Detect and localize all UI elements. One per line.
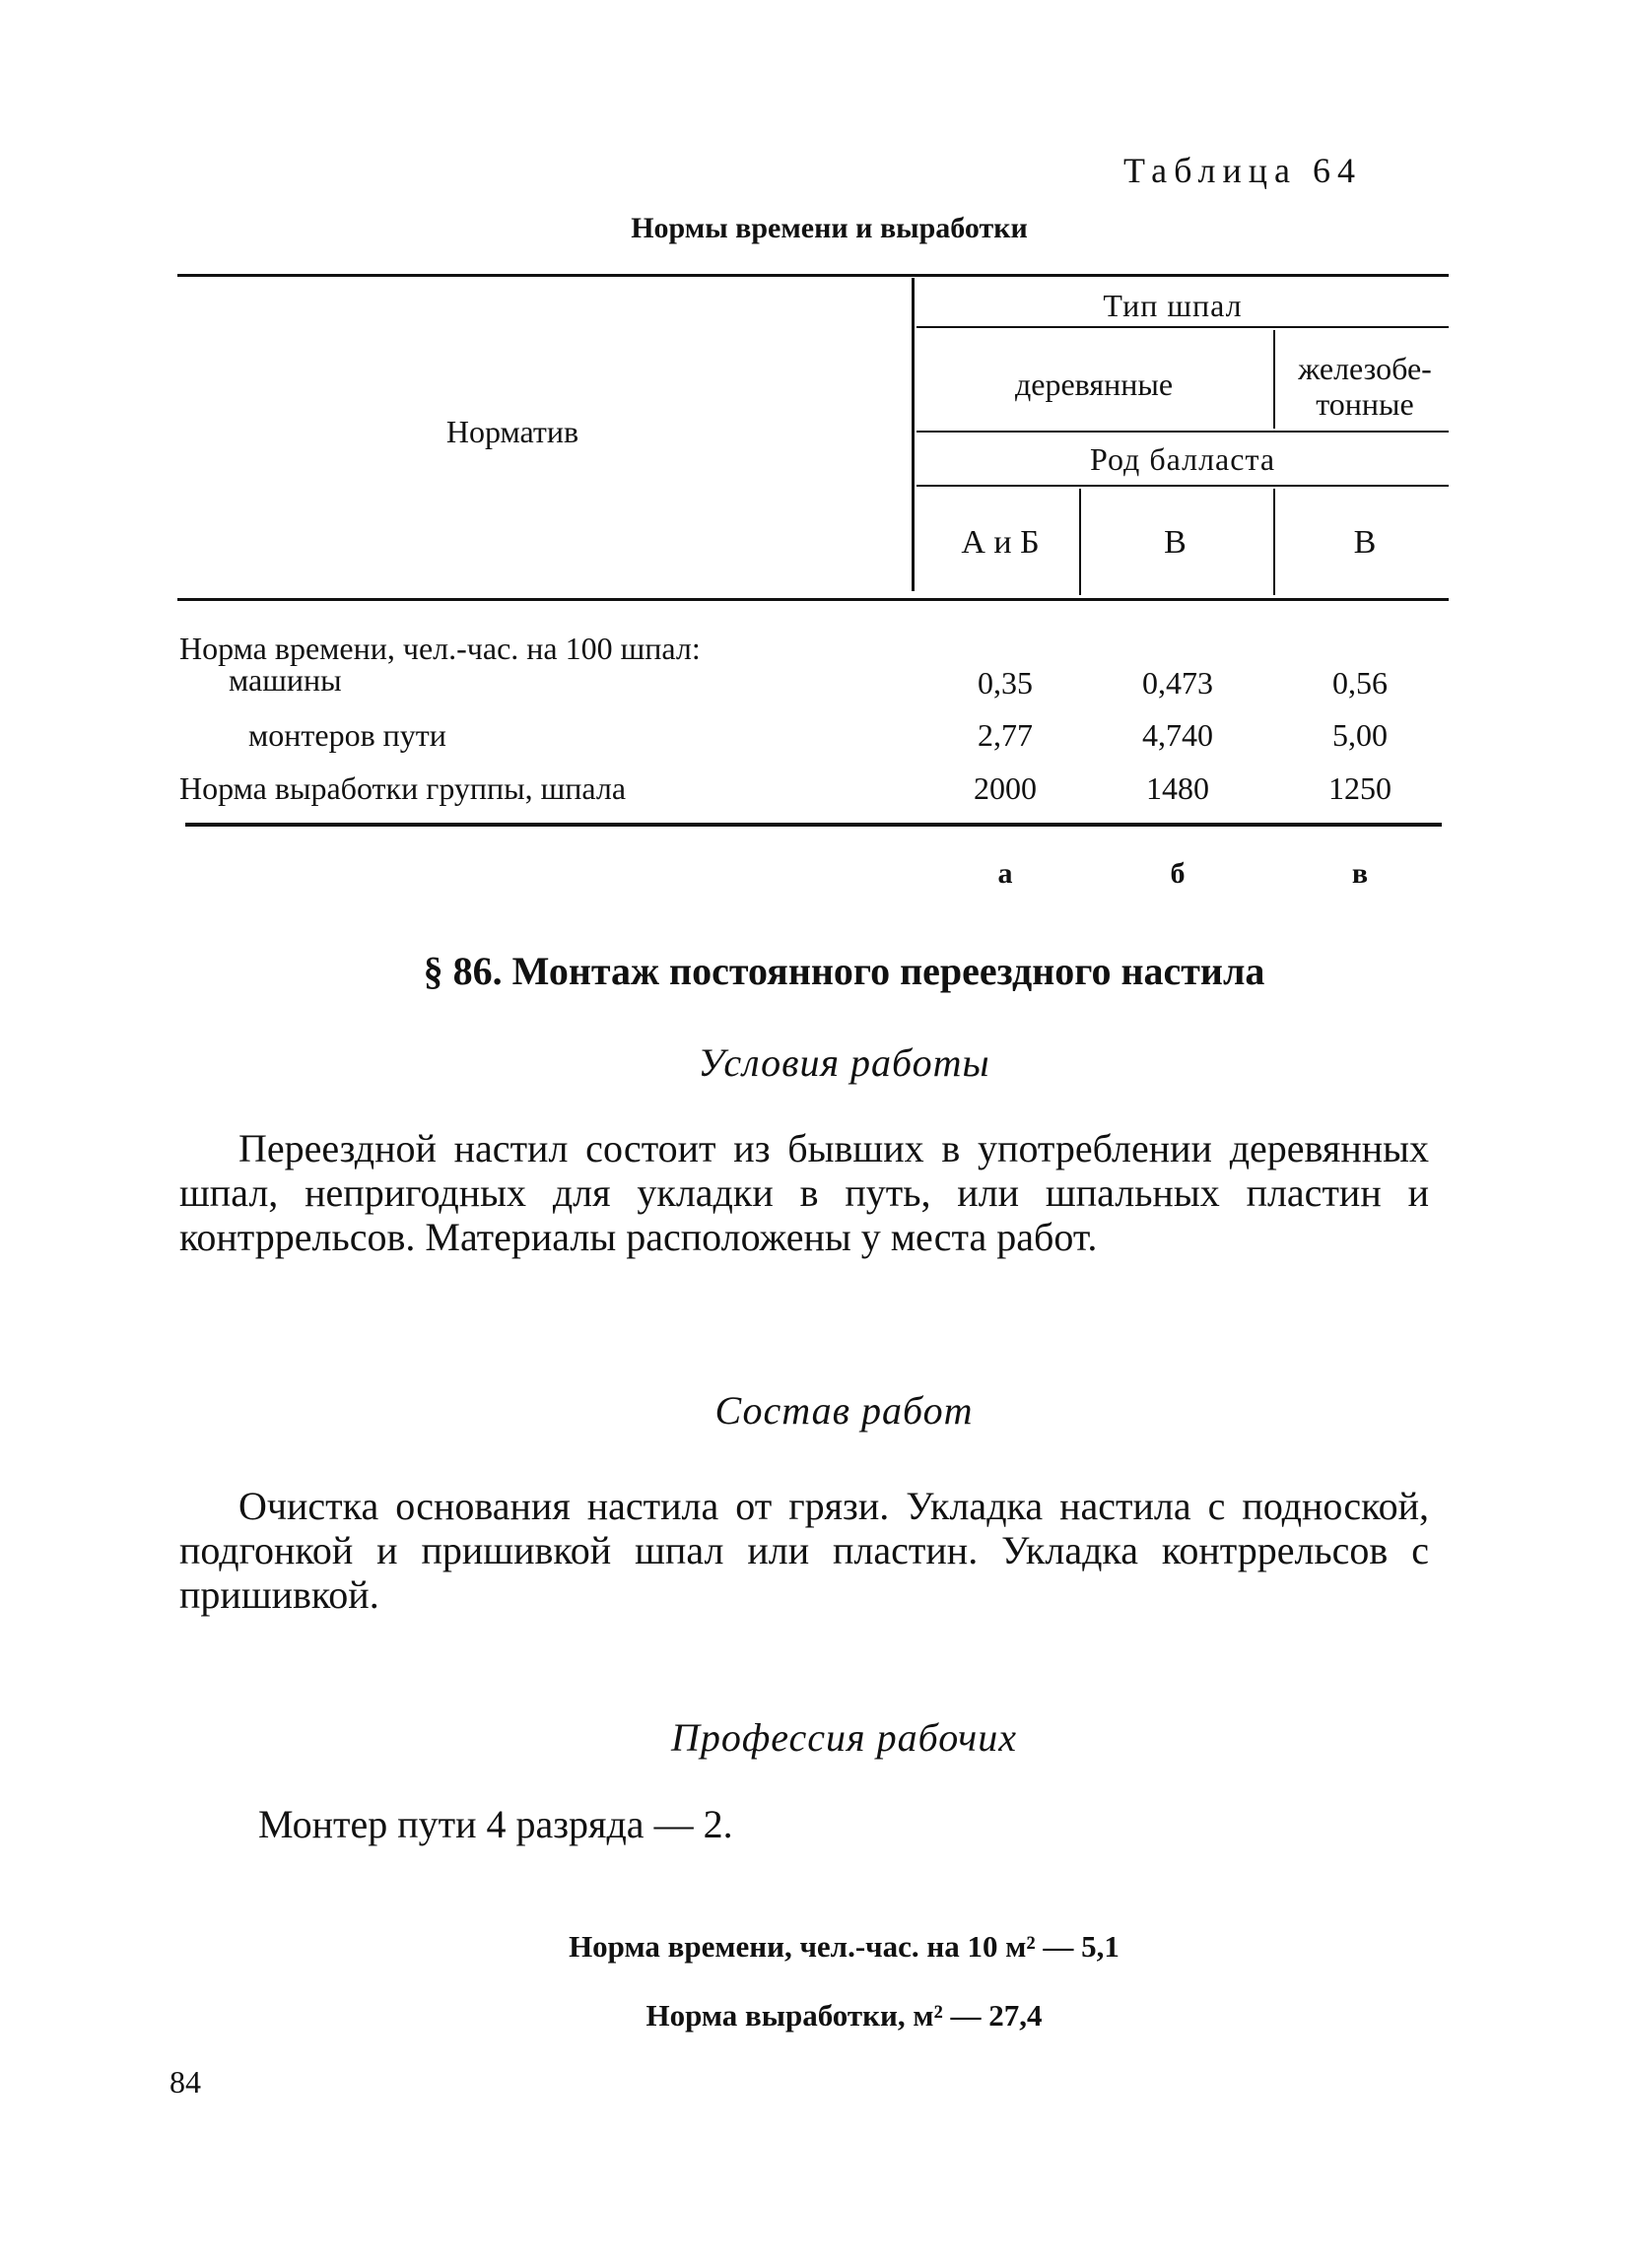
row-label-time-norm: Норма времени, чел.-час. на 100 шпал:: [179, 631, 701, 666]
header-concrete-line2: тонные: [1316, 386, 1414, 422]
composition-text: Очистка основания настила от грязи. Укладка настила с подноской, подгонкой и пришивкой шпал или пластин. Укладка контррельсов с пришивкой.: [179, 1484, 1429, 1617]
output-norm: Норма выработки, м² — 27,4: [645, 1998, 1043, 2033]
profession-heading: Профессия рабочих: [670, 1715, 1017, 1760]
col2-col3-divider: [1273, 489, 1275, 595]
header-sleeper-type: Тип шпал: [1103, 288, 1243, 323]
column-letter-v: в: [1351, 857, 1369, 890]
table-bottom-rule: [185, 823, 1442, 827]
header-normativ: Норматив: [445, 414, 579, 449]
conditions-paragraph: [179, 1126, 1429, 1259]
row-label-machines: машины: [229, 662, 342, 698]
cell-output-ab: 2000: [974, 770, 1037, 806]
cell-output-v-concrete: 1250: [1328, 770, 1391, 806]
cell-machines-v-concrete: 0,56: [1332, 665, 1388, 700]
ballast-bottom-rule: [916, 485, 1449, 487]
table-top-rule: [177, 274, 1449, 277]
conditions-text: Переездной настил состоит из бывших в употреблении деревянных шпал, непригодных для укладки в путь, или шпальных пластин и контррельсов. Материалы расположены у места работ.: [179, 1126, 1429, 1259]
time-norm: Норма времени, чел.-час. на 10 м² — 5,1: [569, 1929, 1120, 1964]
cell-fitters-v-wood: 4,740: [1142, 717, 1213, 753]
cell-machines-ab: 0,35: [978, 665, 1033, 700]
column-letter-a: а: [997, 857, 1013, 890]
cell-output-v-wood: 1480: [1146, 770, 1209, 806]
header-ballast-type: Род балласта: [1089, 441, 1276, 477]
row-label-track-fitters: монтеров пути: [248, 717, 446, 753]
header-col1: А и Б: [961, 524, 1040, 561]
section-title: § 86. Монтаж постоянного переездного настила: [423, 949, 1265, 993]
ballast-top-rule: [916, 431, 1449, 433]
cell-fitters-ab: 2,77: [978, 717, 1033, 753]
page-number: 84: [170, 2064, 201, 2100]
cell-machines-v-wood: 0,473: [1142, 665, 1213, 700]
header-concrete-line1: железобе-: [1298, 351, 1432, 386]
wooden-concrete-divider: [1273, 330, 1275, 429]
header-col3: В: [1353, 524, 1377, 561]
cell-fitters-v-concrete: 5,00: [1332, 717, 1388, 753]
header-col2: В: [1164, 524, 1187, 561]
column-letter-b: б: [1170, 857, 1186, 890]
composition-heading: Состав работ: [714, 1388, 974, 1433]
table-title: Нормы времени и выработки: [631, 212, 1028, 244]
header-bottom-rule: [177, 598, 1449, 601]
header-wooden: деревянные: [1014, 367, 1174, 402]
sleeper-type-underline: [916, 326, 1449, 328]
table-number: Таблица 64: [1123, 151, 1362, 190]
header-left-divider: [912, 278, 915, 591]
conditions-heading: Условия работы: [698, 1040, 990, 1085]
composition-paragraph: [179, 1484, 1429, 1617]
col1-col2-divider: [1079, 489, 1081, 595]
row-label-output-norm: Норма выработки группы, шпала: [179, 770, 627, 806]
profession-text: Монтер пути 4 разряда — 2.: [258, 1802, 733, 1846]
